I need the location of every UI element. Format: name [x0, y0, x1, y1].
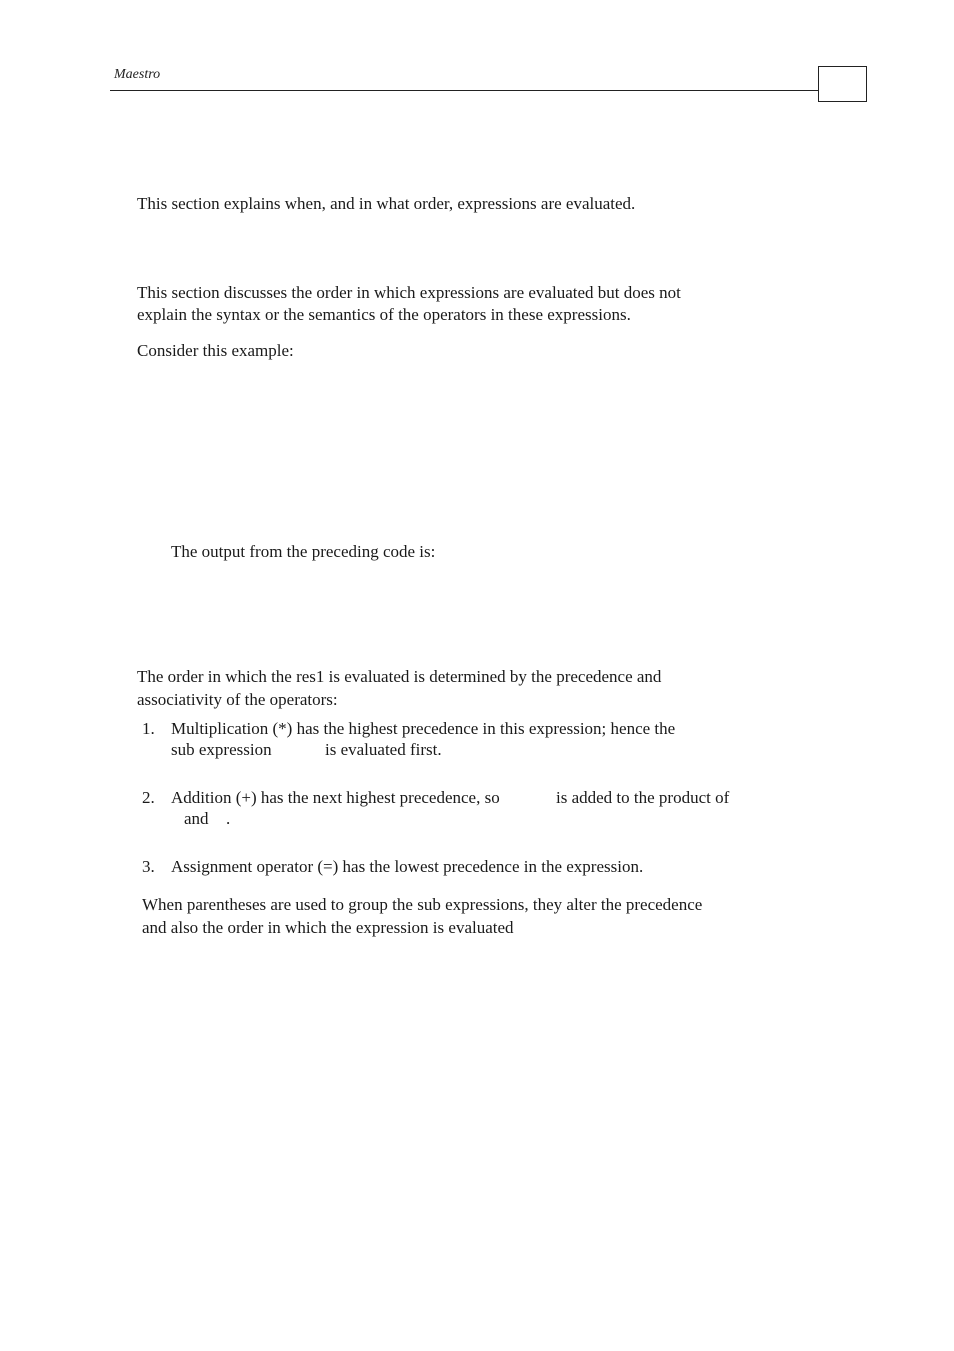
discussion-line-2: explain the syntax or the semantics of the operators in these expressions.	[137, 305, 631, 324]
list-item-line-1: Assignment operator (=) has the lowest precedence in the expression.	[171, 857, 644, 876]
list-item-line-1: Multiplication (*) has the highest precedence in this expression; hence the	[171, 719, 676, 738]
intro-paragraph: This section explains when, and in what order, expressions are evaluated.	[137, 194, 636, 213]
list-item-line-1a: Addition (+) has the next highest precedence, so	[171, 788, 500, 807]
list-item-number: 1.	[142, 719, 155, 738]
header-title: Maestro	[114, 67, 161, 82]
output-intro: The output from the preceding code is:	[171, 542, 436, 561]
consider-example: Consider this example:	[137, 341, 294, 360]
list-item-line-1b: is added to the product of	[556, 788, 730, 807]
list-item-line-2a: and	[184, 809, 209, 828]
order-line-1: The order in which the res1 is evaluated is determined by the precedence and	[137, 667, 662, 686]
order-line-2: associativity of the operators:	[137, 690, 338, 709]
header-rule	[110, 90, 819, 91]
list-item-line-2a: sub expression	[171, 740, 272, 759]
list-item-number: 3.	[142, 857, 155, 876]
list-item-line-2b: is evaluated first.	[325, 740, 442, 759]
closing-line-1: When parentheses are used to group the sub expressions, they alter the precedence	[142, 895, 703, 914]
page-number-box	[818, 66, 867, 102]
list-item-number: 2.	[142, 788, 155, 807]
discussion-line-1: This section discusses the order in which expressions are evaluated but does not	[137, 283, 681, 302]
list-item-line-2b: .	[226, 809, 231, 828]
closing-line-2: and also the order in which the expression is evaluated	[142, 918, 514, 937]
